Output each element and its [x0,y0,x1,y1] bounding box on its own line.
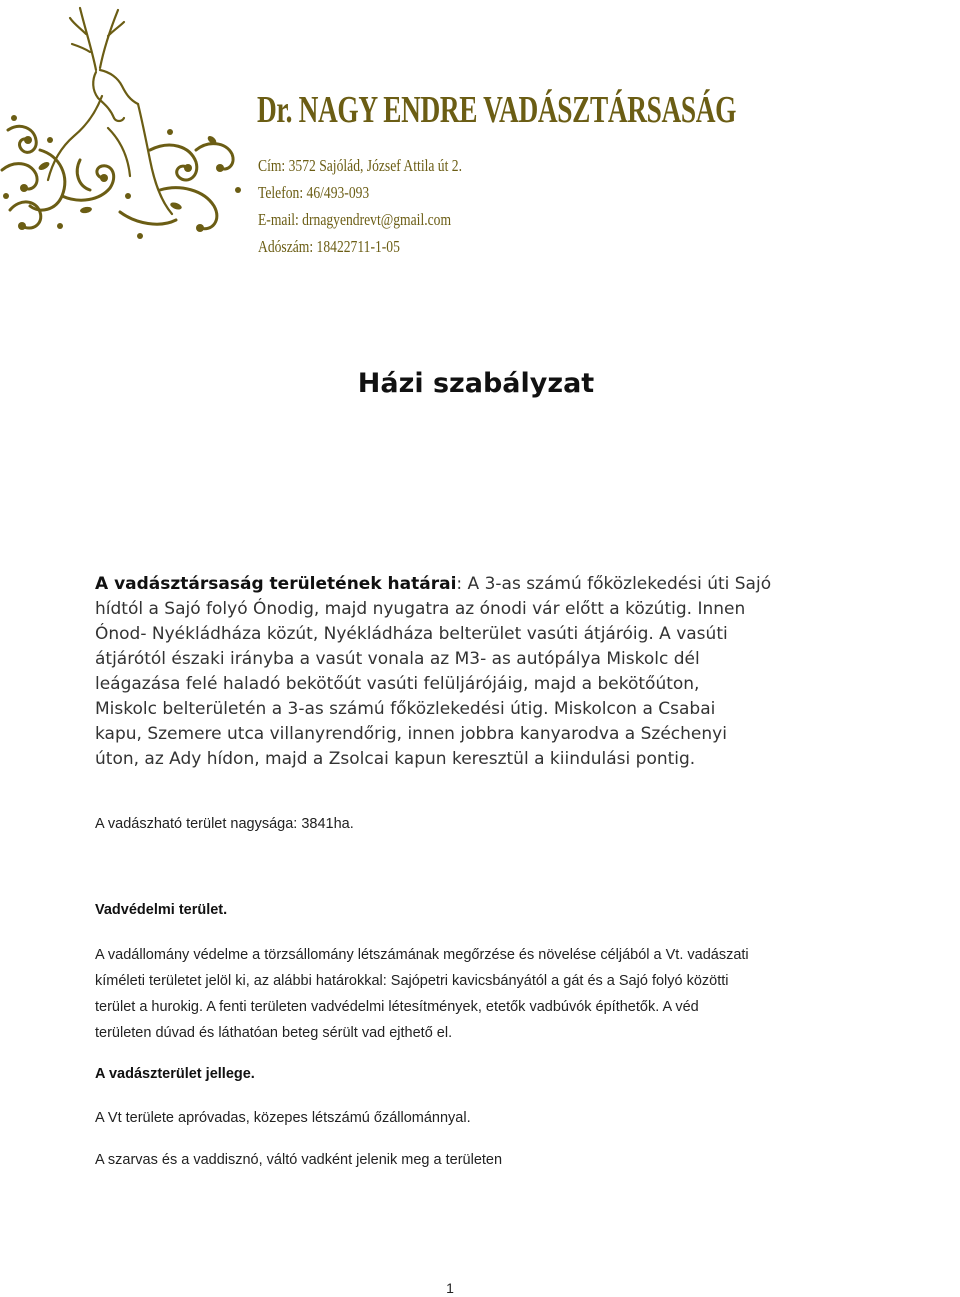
protection-paragraph [95,942,895,1046]
area-size: A vadászható terület nagysága: 3841ha. [95,816,354,832]
protection-heading: Vadvédelmi terület. [95,902,228,918]
protection-line-3: terület a hurokig. A fenti területen vadvédelmi létesítmények, etetők vadbúvók építhetők. A véd [95,999,699,1015]
boundaries-line-8: úton, az Ady hídon, majd a Zsolcai kapun keresztül a kiindulási pontig. [95,749,696,769]
character-line-2: A szarvas és a vaddisznó, váltó vadként jelenik meg a területen [95,1152,503,1168]
page-title: Házi szabályzat [357,368,595,399]
boundaries-line-7: kapu, Szemere utca villanyrendőrig, innen jobbra kanyarodva a Széchenyi [95,724,727,744]
boundaries-line-4: átjárótól északi irányba a vasút vonala az M3- as autópálya Miskolc dél [95,649,700,669]
protection-line-2: kíméleti területet jelöl ki, az alábbi határokkal: Sajópetri kavicsbányától a gát és a Sajó folyó közötti [95,973,729,989]
org-name: Dr. NAGY ENDRE VADÁSZTÁRSASÁG [257,89,737,131]
protection-line-4: területen dúvad és láthatóan beteg sérült vad ejthető el. [95,1025,453,1041]
contact-phone: Telefon: 46/493-093 [258,183,370,202]
boundaries-line-5: leágazása felé haladó bekötőút vasúti felüljárójáig, majd a bekötőúton, [95,674,700,694]
character-line-1: A Vt területe apróvadas, közepes létszámú őzállománnyal. [95,1110,471,1126]
boundaries-label: A vadásztársaság területének határai [95,574,457,594]
contact-block [258,152,513,260]
protection-line-1: A vadállomány védelme a törzsállomány létszámának megőrzése és növelése céljából a Vt. vadászati [95,947,749,963]
boundaries-line-2: hídtól a Sajó folyó Ónodig, majd nyugatra az ónodi vár előtt a közútig. Innen [95,599,746,619]
boundaries-line-3: Ónod- Nyékládháza közút, Nyékládháza belterület vasúti átjáróig. A vasúti [95,624,728,644]
boundaries-line-1: A vadásztársaság területének határai: A 3-as számú főközlekedési úti Sajó [95,574,772,594]
deer-logo-icon [0,0,250,250]
boundaries-paragraph [95,572,895,772]
boundaries-line-6: Miskolc belterületén a 3-as számú főközlekedési útig. Miskolcon a Csabai [95,699,716,719]
character-heading: A vadászterület jellege. [95,1066,255,1082]
contact-tax-id: Adószám: 18422711-1-05 [258,237,400,256]
page-number: 1 [446,1280,454,1296]
contact-address: Cím: 3572 Sajólád, József Attila út 2. [258,156,462,175]
contact-email: E-mail: drnagyendrevt@gmail.com [258,210,452,229]
